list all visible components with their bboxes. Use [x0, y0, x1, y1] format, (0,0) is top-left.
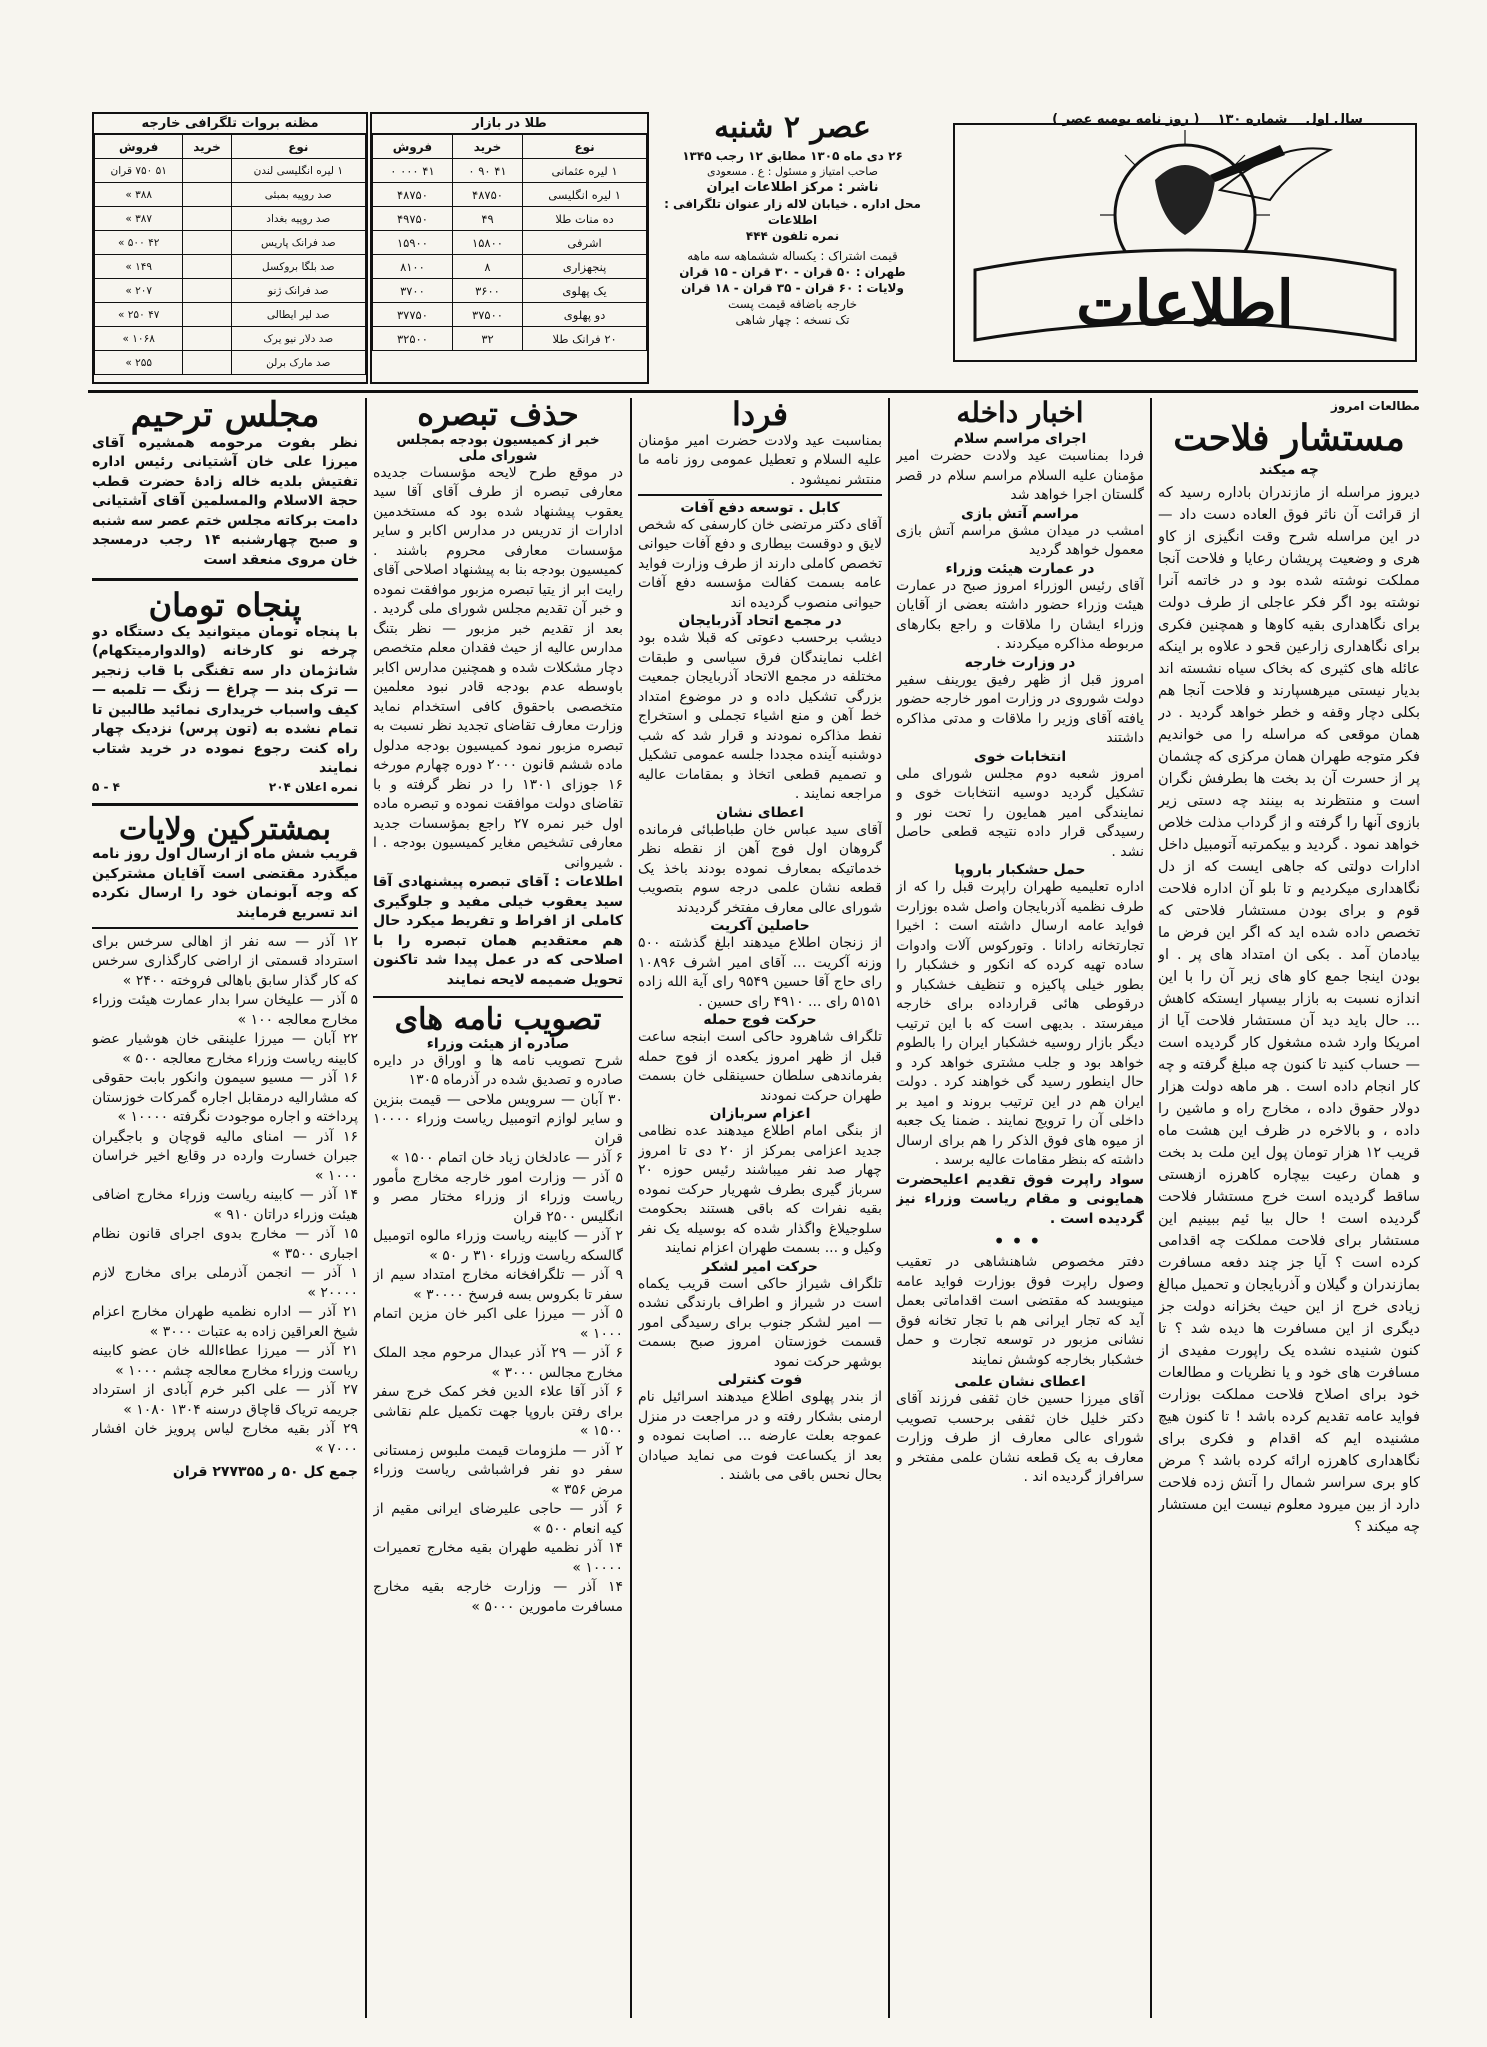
- news-subhead: حاصلین آکریت: [710, 918, 810, 935]
- publisher-line: ناشر : مرکز اطلاعات ایران: [706, 179, 879, 195]
- list-item: ۱۲ آذر — سه نفر از اهالی سرخس برای استرداد قسمتی از اراضی کارگذاری سرخس که کار گذار سابق باهالی فروخته ۲۴۰۰ »: [92, 933, 358, 989]
- cell: ۴۸۷۵۰: [452, 183, 522, 207]
- notice-headline: بمشترکین ولایات: [118, 811, 331, 847]
- cell: ۱ لیره انگلیسی لندن: [231, 159, 365, 183]
- divider: [92, 578, 358, 581]
- list-item: ۲۱ آذر — اداره نظمیه طهران مخارج اعزام شیخ العراقین زاده به عتبات ۳۰۰۰ »: [92, 1304, 358, 1340]
- cell: ۱۵۸۰۰: [452, 231, 522, 255]
- article-agri-advisor: [1158, 398, 1420, 2018]
- cell: یک پهلوی: [523, 279, 647, 303]
- budget-news: [373, 398, 623, 2018]
- divider: [373, 996, 623, 998]
- news-body: تلگراف شیراز حاکی است قریب یکماه است در شیراز و اطراف بارندگی نشده — امیر لشکر جنوب برای رسیدگی امور قسمت خوزستان امروز صبح بسمت بوشهر حرکت نمود: [638, 1275, 882, 1370]
- news-body: اداره تعلیمیه طهران راپرت قبل را که از طرف نظمیه آذربایجان واصل شده بوزارت فواید عامه ارسال داشته است : اخیرا تجارتخانه رادانا . وتورکوس آلات وادوات ساده تهیه کرده که انکور و خشکبار را بطور خیلی پاکیزه و تنظیف خشکبار و درقوطی هائی قرارداده برای خارجه میفرستد . بدیهی است که با این ترتیب دیگر بازار روسیه خشکبار ایران را بالطوم خواهد بود و جلب مشتری خواهد کرد و حال اینطور رسید گی خواهند کرد . دولت ایران هم در این ترتیب بروند و امید بر داخلی آن را ترویج نمایند . ضمنا یک جعبه از میوه های فوق الذکر را هم برای ارسال داشته که بنظر مقامات عالیه برسد .: [896, 879, 1144, 1169]
- news-body: آقای میرزا حسین خان ثقفی فرزند آقای دکتر خلیل خان ثقفی برحسب تصویب شورای عالی معارف از طرف وزارت معارف به یک قطعه نشان علمی مفتخر و سرافراز گردیده اند .: [896, 1391, 1144, 1486]
- ad-number: نمره اعلان ۲۰۴: [268, 779, 358, 794]
- ad-body: با پنجاه تومان میتوانید یک دستگاه دو چرخه نو کارخانه (والدوارمیتکهام) شانژمان دار سه تفنگی با قاب زنجیر — ترک بند — چراغ — زنگ — تلمبه — کیف واسباب خریداری نمائید طالبین تا تمام نشده به (تون پرس) نزدیک چهار راه کنت رجوع نموده در خرید شتاب نمایند: [92, 623, 358, 777]
- cell: ده منات طلا: [523, 207, 647, 231]
- news-subhead: اعطای نشان علمی: [954, 1374, 1086, 1391]
- list-item: ۵ آذر — میرزا علی اکبر خان مزین اتمام ۱۰۰۰ »: [373, 1306, 623, 1342]
- list-item: ۲ آذر — ملزومات قیمت ملبوس زمستانی سفر دو نفر فراشباشی ریاست وزراء مرض ۳۵۶ »: [373, 1442, 623, 1498]
- masthead-info: [650, 112, 935, 377]
- cell: ۱۵۹۰۰: [373, 231, 453, 255]
- list-item: ۵ آذر — علیخان سرا بدار عمارت هیئت وزراء مخارج معالجه ۱۰۰ »: [92, 992, 358, 1028]
- cell: دو پهلوی: [523, 303, 647, 327]
- news-body: آقای سید عباس خان طباطبائی فرمانده گروهان اول فوج آهن از نقطه نظر خدماتیکه بمعارف نموده بودند باخذ یک قطعه نشان علمی درجه سوم بتصویب شورای عالی معارف مفتخر گردیدند: [638, 821, 882, 916]
- news-subhead: اعزام سربازان: [709, 1106, 811, 1123]
- table-row: [95, 351, 366, 375]
- table-row: [95, 183, 366, 207]
- cell: ۱ لیره عثمانی: [523, 159, 647, 183]
- news-body: آقای دکتر مرتضی خان کارسفی که شخص لایق و دوقست بیطاری و دفع آفات حیوانی تخصص کاملی دارند از طرف وزارت فواید عامه بسمت کفالت مؤسسه دفع آفات حیوانی منصوب گردیده اند: [638, 516, 882, 611]
- cell: صد فرانک پاریس: [231, 231, 365, 255]
- table-row: [373, 183, 647, 207]
- ornament-divider: •••: [993, 1229, 1047, 1254]
- list-item: ۲۷ آذر — علی اکبر خرم آبادی از استرداد جریمه تریاک قاچاق درسنه ۱۳۰۴ ۱۰۸۰ »: [92, 1382, 358, 1418]
- list-item: ۱۴ آذر — وزارت خارجه بقیه مخارج مسافرت مامورین ۵۰۰۰ »: [373, 1579, 623, 1615]
- article-headline: حذف تبصره: [417, 398, 579, 433]
- cell: ۲۰۷ »: [95, 279, 183, 303]
- article-headline: اخبار داخله: [956, 398, 1084, 429]
- column-divider: [365, 398, 367, 2018]
- news-body: از بندر پهلوی اطلاع میدهند اسرائیل نام ارمنی بشکار رفته و در مراجعت در منزل عموجه بعلت عارضه ... اصابت نموده و بعد از یکساعت فوت می نماید صیادان بحال نحس باقی می باشند .: [638, 1389, 882, 1484]
- news-body: تلگراف شاهرود حاکی است ابنجه ساعت قبل از ظهر امروز یکعده از فوج حمله بفرماندهی سلطان حسینقلی خان بسمت طهران حرکت نمودند: [638, 1029, 882, 1104]
- news-body: دفتر مخصوص شاهنشاهی در تعقیب وصول راپرت فوق بوزارت فواید عامه مینویسد که مقتضی است اقداماتی بعمل آید که تجار ایرانی هم با تجار تخانه فوق نشانی مزبور در توسعه تجارت و حمل خشکبار بخارجه کوشش نمایند: [896, 1254, 1144, 1368]
- cell: [183, 183, 231, 207]
- notices-column: [92, 398, 358, 2018]
- issue-number: شماره ۱۳۰: [1217, 112, 1288, 127]
- list-item: ۲۱ آذر — میرزا عطاءالله خان عضو کابینه ریاست وزراء مخارج معالجه چشم ۱۰۰۰ »: [92, 1343, 358, 1379]
- article-headline: مستشار فلاحت: [1173, 417, 1405, 459]
- news-body: امروز شعبه دوم مجلس شورای ملی تشکیل گردید دوسیه انتخابات خوی و نمایندگی امیر همایون را تحت نور و رسیدگی قرار داده نتیجه قطعی حاصل نشد .: [896, 765, 1144, 860]
- cell: ۲۵۵ »: [95, 351, 183, 375]
- cell: [183, 327, 231, 351]
- table-row: [373, 255, 647, 279]
- cell: ۳۷۰۰: [373, 279, 453, 303]
- news-subhead: حرکت امیر لشکر: [702, 1258, 818, 1275]
- divider: [92, 803, 358, 806]
- trumpet-icon: [1210, 145, 1285, 182]
- gold-market-box: [370, 112, 649, 384]
- table-row: [95, 303, 366, 327]
- cell: ۳۸۸ »: [95, 183, 183, 207]
- cell: [183, 159, 231, 183]
- cell: ۳۸۷ »: [95, 207, 183, 231]
- news-body: سواد راپرت فوق تقدیم اعلیحضرت همایونی و مقام ریاست وزراء نیز گردیده است .: [896, 1171, 1144, 1227]
- table-row: [95, 159, 366, 183]
- notice-body: نظر بفوت مرحومه همشیره آقای میرزا علی خان آشتیانی رئیس اداره تفتیش بلدیه خاله زادهٔ حضرت قطب حجة الاسلام والمسلمین آقای آشتیانی دامت برکاته مجلس ختم عصر سه شنبه و صبح چهارشنبه ۱۴ رجب درمسجد خان مروی منعقد است: [92, 434, 358, 568]
- ad-reference: ۴ - ۵: [92, 779, 120, 794]
- cell: [183, 351, 231, 375]
- cell: اشرفی: [523, 231, 647, 255]
- list-item: ۶ آذر — حاجی علیرضای ایرانی مقیم از کیه انعام ۵۰۰ »: [373, 1501, 623, 1537]
- column-divider: [1150, 398, 1152, 2018]
- article-headline: تصویب نامه های: [394, 1002, 602, 1038]
- news-subhead: در عمارت هیئت وزراء: [945, 560, 1095, 577]
- subscription-title: قیمت اشتراک : یکساله ششماهه سه ماهه: [687, 248, 898, 263]
- news-body: بمناسبت عید ولادت حضرت امیر مؤمنان علیه السلام و تعطیل عمومی روز نامه ما منتشر نمیشود .: [638, 432, 882, 488]
- ad-headline: پنجاه تومان: [148, 586, 302, 625]
- notice-body: قریب شش ماه از ارسال اول روز نامه میگذرد مقتضی است آقایان مشترکین که وجه آبونمان خود را ارسال نکرده اند تسریع فرمایند: [92, 846, 358, 921]
- cell: [183, 279, 231, 303]
- news-body: از بنگی امام اطلاع میدهند عده نظامی جدید اعزامی بمرکز از ۲۰ دی تا امروز چهار صد نفر میباشند رئیس حوزه ۲۰ سرباز گیری بطرف شهریار حرکت نموده بقیه نفرات که باقی هستند بحکومت سلوجیلاغ واگذار شده که بوسیله یک نفر وکیل و ... بسمت طهران اعزام نمایند: [638, 1123, 882, 1257]
- cell: صد مارک برلن: [231, 351, 365, 375]
- news-body: شرح تصویب نامه ها و اوراق در دایره صادره و تصدیق شده در آذرماه ۱۳۰۵: [373, 1052, 623, 1089]
- table-row: [95, 255, 366, 279]
- domestic-news: [896, 398, 1144, 2018]
- cell: ۳۶۰۰: [452, 279, 522, 303]
- cell: ۴۱ ۹۰ ۰: [452, 159, 522, 183]
- article-body: دیروز مراسله از مازندران باداره رسید که از قرائت آن ناثر فوق العاده دست داد — در این مراسله شرح وقت انگیزی از کاو هری و وضعیت پریشان رعایا و فلاحت آنجا مملکت نوشته شده بود و در خاتمه آنرا نوشته بود اگر فکر عاجلی از طرف دولت برای نگاهداری بقیه کاوها و همچنین فکری برای نگاهداری زارعین قحو د علاوه بر اینکه عائله های کثیری که بخاک سیاه نشسته اند بدیار نیستی میرهسپارند و فلاحت آنجا هم بکلی دچار وقفه و خطر خواهد گردید . در همان موقعی که مراسله را می خواندیم فکر متوجه طهران همان مرکزی که چشمان پر از حسرت آن بد بخت ها بطرفش نگران است و منتظرند به بینند چه دستی زیر بازوی آنها را گرفته و از گرداب مذلت خلاص خواهد نمود . گردید و بیکمرتبه آتومبیل داخل ادارات دولتی که جاهی ایست که از دل نگاهداری میکردیم و تا بلو آن اداره فلاحت قوم و برای بودن مستشار فلاحتی که تخصص داده شده اید که اگر این فرض ما بیادمان آمد . بکی ان امتداد های پر . او بودن اینجا جمع کاو های زیر آن را با این اندازه نسبت به بازار بیسپار ایستکه کاهش ... حال باید دید آن مستشار فلاحت آیا از امریکا وارد شده مشغول کار گردیده است — حساب کنید تا کنون چه مبلغ گرفته و چه کار انجام داده است . هر ماهه دولت هزار دولار حقوق داده ، مخارج راه و ماشین را داده ، و بالاخره در ظرف این هشت ماه قریب ۱۲ هزار تومان پول این ملت بد بخت و همان رعیت بیچاره کاهرزه ازهستی ساقط گردیده است خرج مستشار فلاحت گردیده است ! حال بیا ئیم ببینیم این مستشار برای فلاحت مملکت چه اقدامی کرده است ؟ آیا جز چند دفعه مسافرت بمازندران و گیلان و آذربایجان و تحمیل مبالغ زیادی خرج از این حیث بخزانه دولت جز دیگری از این مسافرت ها دیده شد ؟ تا کنون شنیده نشده یک راپورت مفیدی از مسافرت های خود و یا نظریات و مطالعات خود برای اصلاح فلاحت مملکت بوزارت فواید عامه تقدیم کرده باشد ! تا کنون هیچ مشنیده ایم که اقدام و فکری برای نگاهداری کاهرزه ارائه کرده باشد ؟ مرض کاو بری سراسر شمال را آتش زده فلاحت دارد از بین میرود معلوم نیست این مستشار چه میکند ؟: [1158, 484, 1420, 1535]
- table-row: [95, 327, 366, 351]
- logo-wordmark: اطلاعات: [1076, 267, 1294, 340]
- list-item: ۱۶ آذر — مسیو سیمون وانکور بابت حقوقی که مشارالیه درمقابل اجاره گمرکات خوزستان پرداخته و اجاره موجودت نگرفته ۱۰۰۰۰ »: [92, 1070, 358, 1126]
- news-body: اطلاعات : آقای تبصره پیشنهادی آقا سید یعقوب خیلی مفید و جلوگیری کاملی از افراط و تفریط میکرد حال هم معتقدیم همان تبصره را با اصلاحی که در عمل پیدا شد تاکنون تحویل ضمیمه لایحه نمایند: [373, 874, 623, 988]
- subscription-tehran: طهران : ۵۰ قران - ۳۰ قران - ۱۵ قران: [679, 264, 906, 279]
- list-item: ۱ آذر — انجمن آذرملی برای مخارج لازم ۲۰۰۰۰ »: [92, 1265, 358, 1301]
- column-divider: [630, 398, 632, 2018]
- table-row: [373, 159, 647, 183]
- cell: ۴۷ ۲۵۰ »: [95, 303, 183, 327]
- subscription-provinces: ولایات : ۶۰ قران - ۳۵ قران - ۱۸ قران: [681, 280, 904, 295]
- cell: صد بلگا بروکسل: [231, 255, 365, 279]
- news-subhead: اعطای نشان: [716, 804, 804, 821]
- list-item: ۶ آذر — ۲۹ آذر عبدال مرحوم مجد الملک مخارج مجالس ۳۰۰۰ »: [373, 1345, 623, 1381]
- column-header: نوع: [231, 135, 365, 159]
- list-item: ۱۴ آذر نظمیه طهران بقیه مخارج تعمیرات ۱۰۰۰۰ »: [373, 1540, 623, 1576]
- cell: ۴۹۷۵۰: [373, 207, 453, 231]
- year-label: سال اول: [1305, 112, 1363, 127]
- list-item: ۵ آذر — وزارت امور خارجه مخارج مأمور ریاست وزراء از وزراء مختار مصر و انگلیس ۲۵۰۰ قران: [373, 1169, 623, 1225]
- gold-market-table: [372, 134, 647, 351]
- list-item: ۲ آذر — کابینه ریاست وزراء مالوه اتومبیل گالسکه ریاست وزراء ۳۱۰ ر ۵۰ »: [373, 1228, 623, 1264]
- tomorrow-news: [638, 398, 882, 2018]
- news-subhead: حرکت فوج حمله: [703, 1012, 817, 1029]
- cell: ۴۱ ۰۰۰ ۰: [373, 159, 453, 183]
- cell: ۳۲: [452, 327, 522, 351]
- table-row: [373, 279, 647, 303]
- office-line: محل اداره . خیابان لاله زار عنوان تلگرافی : اطلاعات: [664, 196, 921, 227]
- list-item: ۲۹ آذر بقیه مخارج لیاس پرویز خان افشار ۷۰۰۰ »: [92, 1421, 358, 1457]
- news-subhead: صادره از هیئت وزراء: [426, 1035, 570, 1052]
- column-header: خرید: [183, 135, 231, 159]
- article-subheadline: چه میکند: [1259, 461, 1319, 478]
- header-divider: [88, 390, 1418, 393]
- list-item: ۶ آذر — عادلخان زیاد خان اتمام ۱۵۰۰ »: [390, 1150, 623, 1167]
- masthead-logo: [950, 120, 1420, 365]
- news-subhead: حمل حشکبار باروپا: [954, 862, 1086, 879]
- list-item: ۳۰ آبان — سرویس ملاحی — قیمت بنزین و سایر لوازم اتومبیل ریاست وزراء ۱۰۰۰۰ قران: [373, 1091, 623, 1147]
- fx-rates-title: مظنه بروات تلگرافی خارجه: [94, 114, 366, 134]
- divider: [92, 927, 358, 929]
- table-row: [373, 207, 647, 231]
- news-subhead: انتخابات خوی: [973, 748, 1067, 765]
- news-body: فردا بمناسبت عید ولادت حضرت امیر مؤمنان علیه السلام مراسم سلام در قصر گلستان اجرا خواهد شد: [896, 448, 1144, 504]
- table-row: [95, 207, 366, 231]
- column-header: خرید: [452, 135, 522, 159]
- news-body: امروز قبل از ظهر رفیق یورینف سفیر دولت شوروی در وزارت امور خارجه حضور یافته آقای وزیر را ملاقات و مدتی مذاکره داشتند: [896, 671, 1144, 747]
- news-body: در موقع طرح لایحه مؤسسات جدیده معارفی تبصره از طرف آقای آقا سید یعقوب پیشنهاد شده بود که مستخدمین ادارات از تدریس در مدارس اکابر و سایر مؤسسات معارفی محروم باشند . کمیسیون بودجه بنا به پیشنهاد اصلاحی آقای رایت ابر از یتیا تبصره مزبور موافقت نموده و خبر آن تقدیم مجلس شورای ملی گردید . بعد از تقدیم خبر مزبور — نظر بتنگ مدارس عالیه از حیث فقدان معلم متخصص دچار مشکلات شده و همچنین مدارس اکابر باوسطه عدم بودجه قادر نبود معلمین متخصصی باحقوق کافی استخدام نماید وزارت معارف تقاضای تجدید نظر نسبت به تبصره مزبور نمود کمیسیون بودجه مدلول ماده ششم قانون ۲۰۰۰ دوره چهارم مورخه ۱۶ جوزای ۱۳۰۱ را در نظر گرفته و با تقاضای دولت موافقت نموده و تبصره ماده اول خبر نمره ۲۷ راجع بمؤسسات جدید معارفی تشخیص مغایر کمیسیون بودجه . ا . شیروانی: [373, 464, 623, 871]
- news-subhead: مراسم آتش بازی: [961, 505, 1079, 522]
- ad-number-row: [92, 779, 358, 795]
- cell: صد روپیه بغداد: [231, 207, 365, 231]
- news-body: امشب در میدان مشق مراسم آتش بازی معمول خواهد گردید: [896, 522, 1144, 559]
- list-item: ۶ آذر آقا علاء الدین فخر کمک خرج سفر برای رفتن باروپا جهت تکمیل علم نقاشی ۱۵۰۰ »: [373, 1384, 623, 1440]
- news-subhead: در مجمع اتحاد آذربایجان: [678, 613, 842, 630]
- grand-total: جمع کل ۵۰ ر ۲۷۷۳۵۵ قران: [172, 1464, 358, 1481]
- table-row: [95, 231, 366, 255]
- cell: ۳۷۵۰۰: [452, 303, 522, 327]
- cell: ۳۲۵۰۰: [373, 327, 453, 351]
- column-header: فروش: [95, 135, 183, 159]
- list-item: ۱۴ آذر — کابینه ریاست وزراء مخارج اضافی هیئت وزراء دراتان ۹۱۰ »: [92, 1187, 358, 1223]
- list-item: ۲۲ آبان — میرزا علینقی خان هوشیار عضو کابینه ریاست وزراء مخارج معالجه ۵۰۰ »: [92, 1031, 358, 1067]
- news-subhead: کابل . توسعه دفع آفات: [680, 499, 840, 516]
- article-headline: مجلس ترحیم: [130, 398, 320, 435]
- cell: صد دلار نیو یرک: [231, 327, 365, 351]
- cell: [183, 255, 231, 279]
- cell: ۱۰۶۸ »: [95, 327, 183, 351]
- cell: ۳۷۷۵۰: [373, 303, 453, 327]
- cell: ۱ لیره انگلیسی: [523, 183, 647, 207]
- cell: ۴۹: [452, 207, 522, 231]
- table-row: [373, 327, 647, 351]
- cell: ۴۸۷۵۰: [373, 183, 453, 207]
- single-copy-price: تک نسخه : چهار شاهی: [735, 312, 850, 327]
- column-divider: [888, 398, 890, 2018]
- cell: [183, 231, 231, 255]
- news-body: دیشب برحسب دعوتی که قبلا شده بود اغلب نمایندگان فرق سیاسی و طبقات مختلفه در مجمع الاتحاد آذربایجان جمعیت بزرگی تشکیل داده و در موضوع امتداد خط آهن و منع اشیاء تجملی و استخراج نفط مذاکره نمودند و قرار شد که شب دوشنبه آینده مجددا جلسه عمومی تشکیل و تصمیم قطعی اتخاذ و بمقامات عالیه مراجعه نمایند .: [638, 630, 882, 803]
- cell: ۸: [452, 255, 522, 279]
- cell: پنجهزاری: [523, 255, 647, 279]
- column-header: فروش: [373, 135, 453, 159]
- cell: [183, 303, 231, 327]
- news-body: از زنجان اطلاع میدهند ابلغ گذشته ۵۰۰ وزنه آکریت ... آقای امیر اشرف ۱۰۸۹۶ رای حاج آقا حسین ۹۵۴۹ رای آیة الله زاده ۵۱۵۱ رای ... ۴۹۱۰ رای حسین .: [638, 935, 882, 1010]
- table-row: [95, 279, 366, 303]
- news-subhead: فوت کنترلی: [717, 1372, 803, 1389]
- cell: ۴۲ ۵۰۰ »: [95, 231, 183, 255]
- news-subhead: در وزارت خارجه: [964, 654, 1076, 671]
- divider: [638, 494, 882, 496]
- article-headline: فردا: [731, 398, 789, 433]
- phone-line: نمره تلفون ۴۴۴: [745, 228, 840, 243]
- list-item: ۱۵ آذر — مخارج بدوی اجرای قانون نظام اجباری ۳۵۰۰ »: [92, 1226, 358, 1262]
- fx-rates-table: [94, 134, 366, 375]
- cell: [183, 207, 231, 231]
- news-subhead: خبر از کمیسیون بودجه بمجلس شورای ملی: [396, 431, 600, 464]
- fx-rates-box: [92, 112, 368, 384]
- news-body: آقای رئیس الوزراء امروز صبح در عمارت هیئت وزراء حضور داشته بعضی از آقایان وزراء ایشان را ملاقات و راجع بکارهای مربوطه مذاکره میکردند .: [896, 577, 1144, 653]
- column-header: نوع: [523, 135, 647, 159]
- cell: صد روپیه بمبئی: [231, 183, 365, 207]
- cell: ۲۰ فرانک طلا: [523, 327, 647, 351]
- wing-icon: [1220, 148, 1330, 200]
- cell: صد لیر ایطالی: [231, 303, 365, 327]
- table-row: [373, 303, 647, 327]
- news-subhead: اجرای مراسم سلام: [953, 431, 1087, 448]
- list-item: ۹ آذر — تلگرافخانه مخارج امتداد سیم از سفر تا بکروس بسه فرسخ ۳۰۰۰۰ »: [373, 1267, 623, 1303]
- subtitle: ( روز نامه یومیه عصر ): [1052, 112, 1200, 127]
- table-row: [373, 231, 647, 255]
- cell: ۸۱۰۰: [373, 255, 453, 279]
- subscription-abroad: خارجه باضافه قیمت پست: [727, 296, 858, 311]
- list-item: ۱۶ آذر — امنای مالیه قوچان و باجگیران جبران خسارت وارده در وقایع اخیر خراسان ۱۰۰۰ »: [92, 1128, 358, 1184]
- gold-market-title: طلا در بازار: [372, 114, 647, 134]
- cell: ۵۱ ۷۵۰ قران: [95, 159, 183, 183]
- cell: صد فرانک ژنو: [231, 279, 365, 303]
- issue-date: ۲۶ دی ماه ۱۳۰۵ مطابق ۱۲ رجب ۱۳۴۵: [682, 148, 903, 163]
- cell: ۱۴۹ »: [95, 255, 183, 279]
- section-label: مطالعات امروز: [1330, 399, 1420, 413]
- issue-day: عصر ۲ شنبه: [714, 112, 871, 145]
- owner-line: صاحب امتیاز و مسئول : ع . مسعودی: [707, 164, 878, 178]
- angel-figure-icon: [1155, 165, 1215, 235]
